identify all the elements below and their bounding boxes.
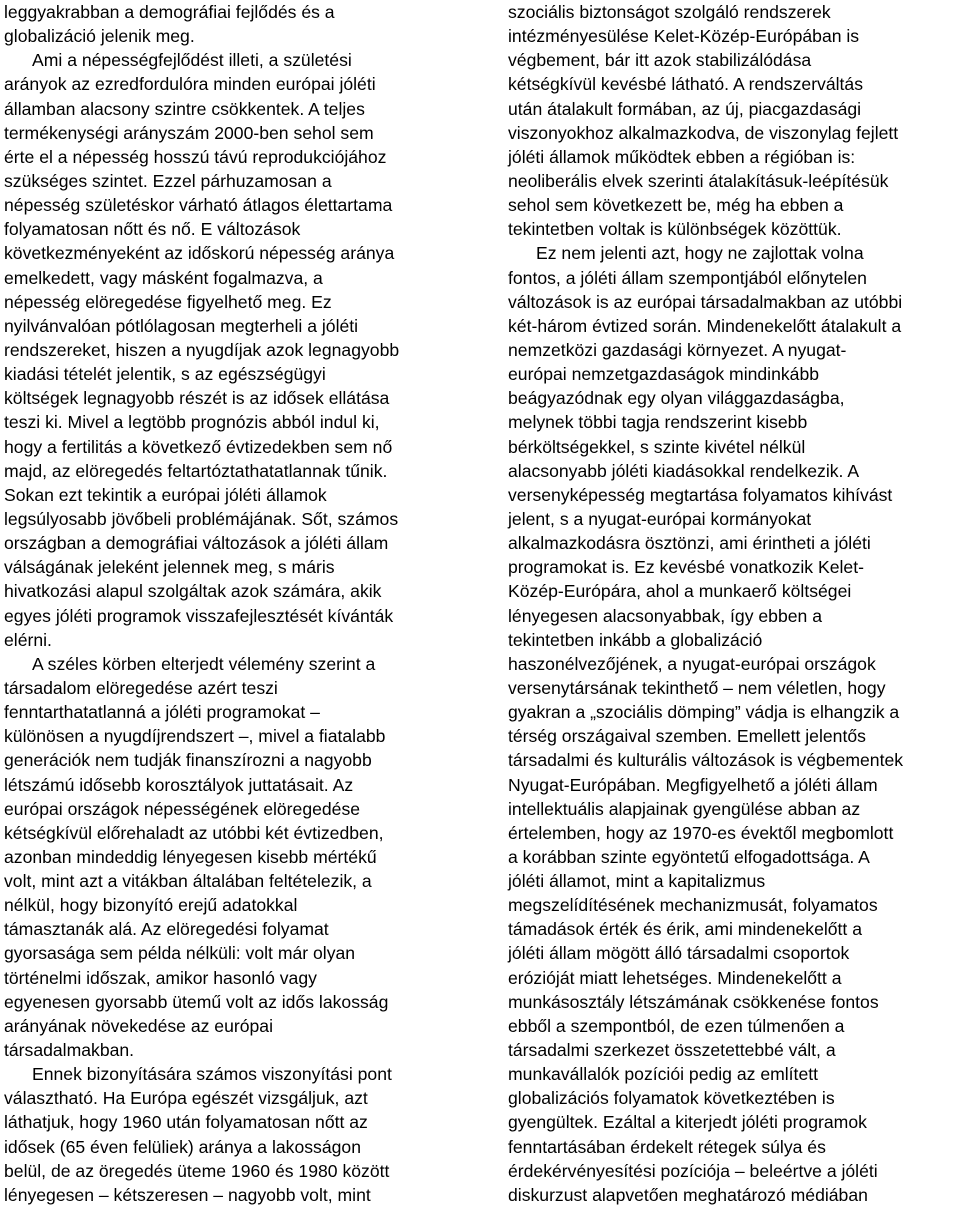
text-line: fontos, a jóléti állam szempontjából előnytelen [508,267,867,288]
text-line: láthatjuk, hogy 1960 után folyamatosan nőtt az [4,1112,368,1133]
text-line: generációk nem tudják finanszírozni a nagyobb [4,750,372,771]
text-line: Ami a népességfejlődést illeti, a születési [32,50,352,71]
text-line: kétségkívül kevésbé látható. A rendszerváltás [508,74,864,95]
text-line: idősek (65 éven felüliek) aránya a lakosságon [4,1136,361,1157]
text-line: lényegesen alacsonyabbak, így ebben a [508,605,822,626]
text-line: szükséges szintet. Ezzel párhuzamosan a [4,170,332,191]
text-line: versenyképesség megtartása folyamatos kihívást [508,484,893,505]
text-line: munkásosztály létszámának csökkenése fontos [508,991,879,1012]
text-line: globalizáció jelenik meg. [4,26,195,47]
text-line: egyenesen gyorsabb ütemű volt az idős lakosság [4,991,389,1012]
text-line: haszonélvezőjének, a nyugat-európai országok [508,653,876,674]
text-line: sehol sem következett be, még ha ebben a [508,195,844,216]
text-line: végbement, bár itt azok stabilizálódása [508,50,812,71]
text-line: jóléti államok működtek ebben a régióban is: [508,146,856,167]
text-line: hogy a fertilitás a következő évtizedekben sem nő [4,436,393,457]
text-line: népesség születéskor várható átlagos élettartama [4,195,393,216]
text-line: legsúlyosabb jövőbeli problémájának. Sőt, számos [4,508,399,529]
text-line: Közép-Európára, ahol a munkaerő költségei [508,581,852,602]
text-line: teszi ki. Mivel a legtöbb prognózis abból indul ki, [4,412,380,433]
text-line: létszámú idősebb korosztályok juttatásait. Az [4,774,354,795]
text-line: államban alacsony szintre csökkentek. A teljes [4,98,365,119]
text-line: Nyugat-Európában. Megfigyelhető a jóléti állam [508,774,878,795]
text-line: európai nemzetgazdaságok mindinkább [508,364,820,385]
text-line: melynek többi tagja rendszerint kisebb [508,412,808,433]
text-line: társadalmakban. [4,1040,135,1061]
text-line: kétségkívül előrehaladt az utóbbi két évtizedben, [4,822,384,843]
text-line: megszelídítésének mechanizmusát, folyamatos [508,895,878,916]
text-line: munkavállalók pozíciói pedig az említett [508,1064,819,1085]
text-line: lényegesen – kétszeresen – nagyobb volt, mint [4,1184,371,1205]
text-line: népesség elöregedése figyelhető meg. Ez [4,291,332,312]
text-line: történelmi időszak, amikor hasonló vagy [4,967,317,988]
text-line: tekintetben voltak is különbségek közöttük. [508,219,842,240]
text-line: a korábban szinte egyöntetű elfogadottsága. A [508,846,870,867]
text-line: A széles körben elterjedt vélemény szerint a [32,653,376,674]
text-line: érdekérvényesítési pozíciója – beleértve a jóléti [508,1160,878,1181]
text-line: nemzetközi gazdasági környezet. A nyugat- [508,339,847,360]
text-line: gyengültek. Ezáltal a kiterjedt jóléti programok [508,1112,867,1133]
text-line: kiadási tételét jelentik, s az egészségügyi [4,364,326,385]
text-line: gyakran a „szociális dömping” vádja is elhangzik a [508,702,900,723]
text-line: viszonyokhoz alkalmazkodva, de viszonylag fejlett [508,122,899,143]
text-line: különösen a nyugdíjrendszert –, mivel a fiatalabb [4,726,386,747]
text-line: versenytársának tekinthető – nem véletlen, hogy [508,677,886,698]
text-line: egyes jóléti programok visszafejlesztését kívánták [4,605,394,626]
text-line: társadalmi és kulturális változások is végbementek [508,750,904,771]
text-line: majd, az elöregedés feltartóztathatatlannak tűnik. [4,460,388,481]
text-line: változások is az európai társadalmakban az utóbbi [508,291,903,312]
text-line: leggyakrabban a demográfiai fejlődés és a [4,2,335,22]
text-line: hivatkozási alapul szolgáltak azok számára, akik [4,581,382,602]
text-line: ebből a szempontból, de ezen túlmenően a [508,1015,845,1036]
text-line: Sokan ezt tekintik a európai jóléti államok [4,484,327,505]
text-line: termékenységi arányszám 2000-ben sehol sem [4,122,374,143]
text-line: alacsonyabb jóléti kiadásokkal rendelkezik. A [508,460,860,481]
text-line: fenntartásában érdekelt rétegek súlya és [508,1136,826,1157]
text-line: emelkedett, vagy másként fogalmazva, a [4,267,323,288]
text-line: beágyazódnak egy olyan világgazdaságba, [508,388,845,409]
left-text-column [4,0,466,1207]
text-line: jelent, s a nyugat-európai kormányokat [508,508,812,529]
text-line: támasztanák alá. Az elöregedési folyamat [4,919,329,940]
text-line: tekintetben inkább a globalizáció [508,629,763,650]
text-line: következményeként az időskorú népesség aránya [4,243,395,264]
text-line: szociális biztonságot szolgáló rendszerek [508,2,831,22]
text-line: két-három évtized során. Mindenekelőtt átalakult a [508,315,902,336]
text-line: volt, mint azt a vitákban általában feltételezik, a [4,871,372,892]
text-line: gyorsasága sem példa nélküli: volt már olyan [4,943,356,964]
text-line: erózióját miatt lehetséges. Mindenekelőtt a [508,967,842,988]
text-line: bérköltségekkel, s szinte kivétel nélkül [508,436,806,457]
text-line: azonban mindeddig lényegesen kisebb mértékű [4,846,377,867]
text-line: értelemben, hogy az 1970-es évektől megbomlott [508,822,894,843]
text-line: belül, de az öregedés üteme 1960 és 1980 között [4,1160,390,1181]
text-line: Ennek bizonyítására számos viszonyítási pont [32,1064,392,1085]
text-line: Ez nem jelenti azt, hogy ne zajlottak volna [536,243,864,264]
text-line: választható. Ha Európa egészét vizsgáljuk, azt [4,1088,368,1109]
text-line: neoliberális elvek szerinti átalakításuk-leépítésük [508,170,889,191]
text-line: alkalmazkodásra ösztönzi, ami érintheti a jóléti [508,533,871,554]
right-text-column [508,0,960,1207]
text-line: intézményesülése Kelet-Közép-Európában is [508,26,860,47]
text-line: után átalakult formában, az új, piacgazdasági [508,98,862,119]
text-line: európai országok népességének elöregedése [4,798,361,819]
text-line: arányának növekedése az európai [4,1015,273,1036]
text-line: érte el a népesség hosszú távú reprodukciójához [4,146,387,167]
text-line: folyamatosan nőtt és nő. E változások [4,219,301,240]
text-line: társadalmi szerkezet összetettebbé vált, a [508,1040,836,1061]
text-line: nélkül, hogy bizonyító erejű adatokkal [4,895,298,916]
text-line: társadalom elöregedése azért teszi [4,677,278,698]
text-line: diskurzust alapvetően meghatározó médiában [508,1184,868,1205]
text-line: programokat is. Ez kevésbé vonatkozik Kelet- [508,557,864,578]
text-line: költségek legnagyobb részét is az idősek ellátása [4,388,390,409]
text-line: jóléti állam mögött álló társadalmi csoportok [508,943,850,964]
text-line: rendszereket, hiszen a nyugdíjak azok legnagyobb [4,339,400,360]
text-line: országban a demográfiai változások a jóléti állam [4,533,389,554]
text-line: arányok az ezredfordulóra minden európai jóléti [4,74,376,95]
text-line: támadások érték és érik, ami mindenekelőtt a [508,919,862,940]
text-line: nyilvánvalóan pótlólagosan megterheli a jóléti [4,315,359,336]
text-line: térség országaival szemben. Emellett jelentős [508,726,866,747]
text-line: intellektuális alapjainak gyengülése abban az [508,798,861,819]
text-line: válságának jeleként jelennek meg, s máris [4,557,335,578]
text-line: fenntarthatatlanná a jóléti programokat – [4,702,320,723]
text-line: elérni. [4,629,52,650]
text-line: globalizációs folyamatok következtében is [508,1088,835,1109]
text-line: jóléti államot, mint a kapitalizmus [508,871,766,892]
